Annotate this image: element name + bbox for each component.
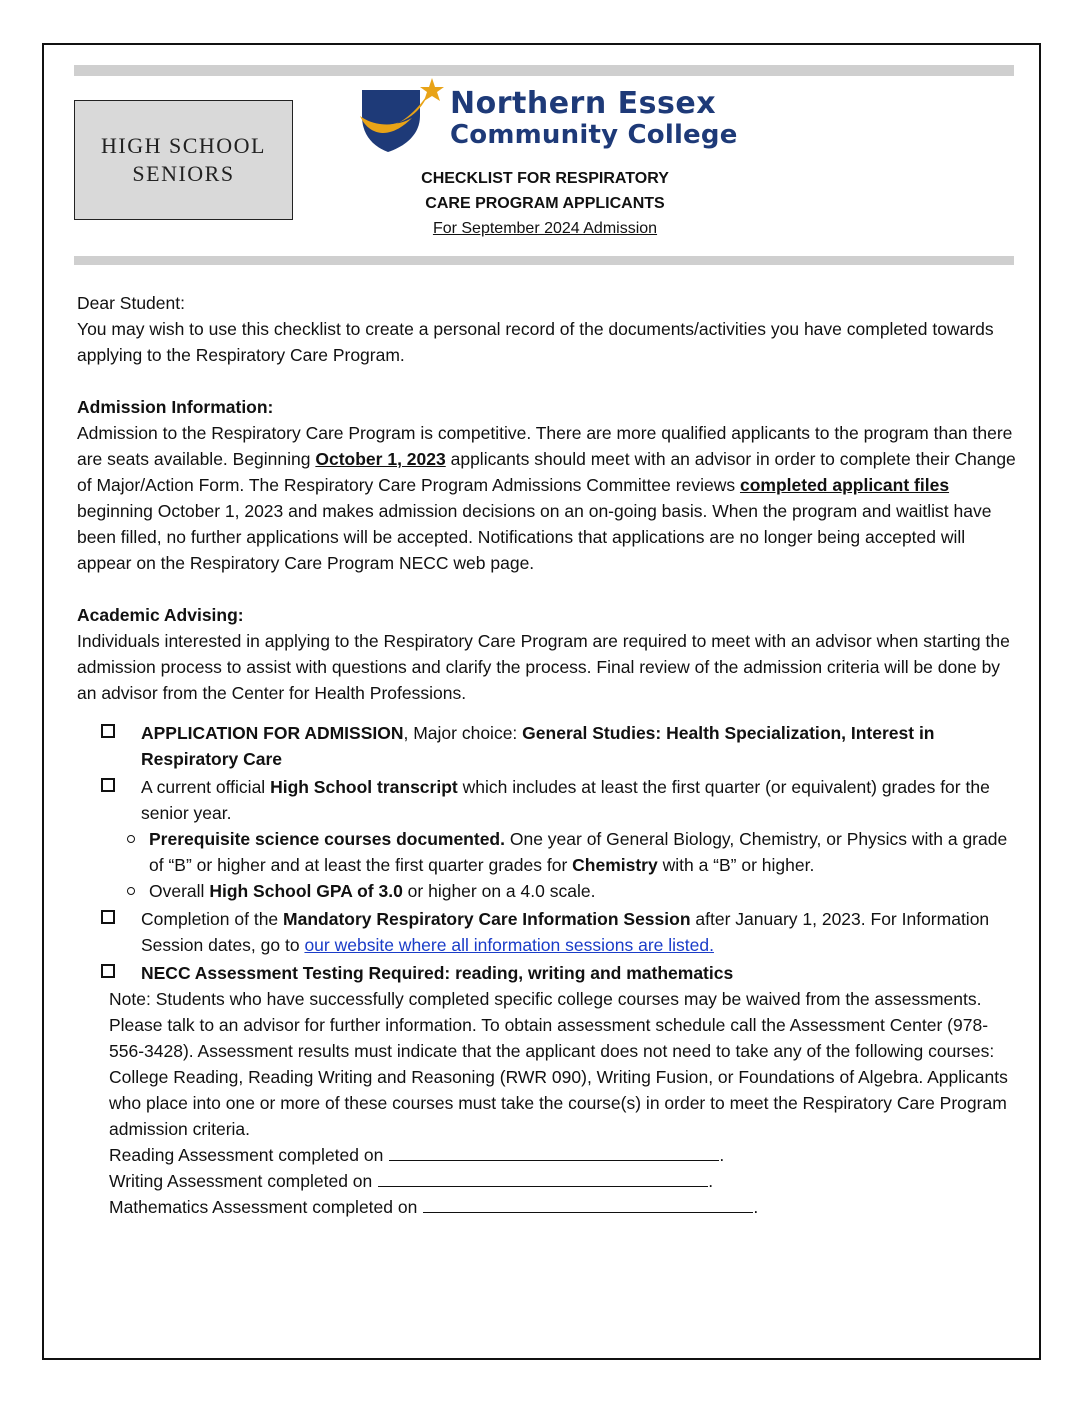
document-body (77, 290, 1017, 1220)
writing-date-blank[interactable] (378, 1168, 708, 1187)
logo-name-line-2: Community College (450, 120, 738, 150)
admission-date: October 1, 2023 (315, 449, 446, 469)
advising-paragraph: Individuals interested in applying to the Respiratory Care Program are required to meet with an advisor when starting the admission process to assist with questions and clarify the process. Final review of the admission criteria will be done by an advisor from the Center for Health Professions. (77, 631, 1010, 703)
transcript-sub-list (101, 826, 1017, 904)
top-rule (74, 65, 1014, 76)
college-shield-icon (358, 76, 450, 156)
document-title (360, 166, 730, 241)
admission-heading: Admission Information: (77, 397, 274, 417)
note-paragraph: Note: Students who have successfully completed specific college courses may be waived from the assessments. Please talk to an advisor for further information. To obtain assessment schedule call the Assessment Center (978-556-3428). Assessment results must indicate that the applicant does not need to take any of the following courses: College Reading, Reading Writing and Reasoning (RWR 090), Writing Fusion, or Foundations of Algebra. Applicants who place into one or more of these courses must take the course(s) in order to meet the Respiratory Care Program admission criteria. (109, 989, 1008, 1139)
checklist-item-application: APPLICATION FOR ADMISSION, Major choice: General Studies: Health Specialization, Interest in Respiratory Care (101, 720, 1017, 772)
completed-files-emphasis: completed applicant files (739, 475, 950, 495)
reading-assessment-line: Reading Assessment completed on . (109, 1142, 1017, 1168)
advising-heading: Academic Advising: (77, 605, 244, 625)
header-rule (74, 256, 1014, 265)
college-logo (358, 76, 738, 156)
checkbox-transcript[interactable] (101, 778, 115, 792)
admission-paragraph: Admission to the Respiratory Care Program is competitive. There are more qualified applicants to the program than there are seats available. Beginning October 1, 2023 applicants should meet with an advisor in order to complete their Change of Major/Action Form. The Respiratory Care Program Admissions Committee reviews completed applicant files beginning October 1, 2023 and makes admission decisions on an on-going basis. When the program and waitlist have been filled, no further applications will be accepted. Notifications that applications are no longer being accepted will appear on the Respiratory Care Program NECC web page. (77, 423, 1016, 573)
title-line-1: CHECKLIST FOR RESPIRATORY (421, 170, 669, 187)
logo-name-line-1: Northern Essex (450, 86, 717, 121)
checkbox-info-session[interactable] (101, 910, 115, 924)
requirements-checklist (101, 720, 1017, 986)
title-line-3: For September 2024 Admission (432, 220, 658, 237)
intro-paragraph: You may wish to use this checklist to create a personal record of the documents/activities you have completed towards applying to the Respiratory Care Program. (77, 319, 994, 365)
checklist-item-assessment: NECC Assessment Testing Required: reading, writing and mathematics (101, 960, 1017, 986)
checklist-item-transcript: A current official High School transcript which includes at least the first quarter (or equivalent) grades for the senior year. Prerequisite science courses documented. One year of General Biology, Chemistry, or Physics with a grade of “B” or higher and at least the first quarter grades for Chemistry with a “B” or higher. Overall High School GPA of 3.0 or higher on a 4.0 scale. (101, 774, 1017, 904)
math-date-blank[interactable] (423, 1194, 753, 1213)
writing-assessment-line: Writing Assessment completed on . (109, 1168, 1017, 1194)
bullet-circle-icon (127, 835, 135, 843)
sub-item-science-courses: Prerequisite science courses documented. One year of General Biology, Chemistry, or Physics with a grade of “B” or higher and at least the first quarter grades for Chemistry with a “B” or higher. (125, 826, 1017, 878)
checkbox-application[interactable] (101, 724, 115, 738)
title-line-2: CARE PROGRAM APPLICANTS (425, 195, 665, 212)
badge-line-2: SENIORS (132, 161, 235, 186)
assessment-note (109, 986, 1017, 1220)
high-school-seniors-badge (74, 100, 293, 220)
reading-date-blank[interactable] (389, 1142, 719, 1161)
sub-item-gpa: Overall High School GPA of 3.0 or higher on a 4.0 scale. (125, 878, 1017, 904)
info-sessions-link[interactable]: our website where all information sessions are listed. (304, 935, 714, 955)
math-assessment-line: Mathematics Assessment completed on . (109, 1194, 1017, 1220)
bullet-circle-icon (127, 887, 135, 895)
salutation: Dear Student: (77, 293, 185, 313)
checkbox-assessment[interactable] (101, 964, 115, 978)
checklist-item-info-session: Completion of the Mandatory Respiratory Care Information Session after January 1, 2023. For Information Session dates, go to our website where all information sessions are listed. (101, 906, 1017, 958)
badge-line-1: HIGH SCHOOL (101, 133, 266, 158)
